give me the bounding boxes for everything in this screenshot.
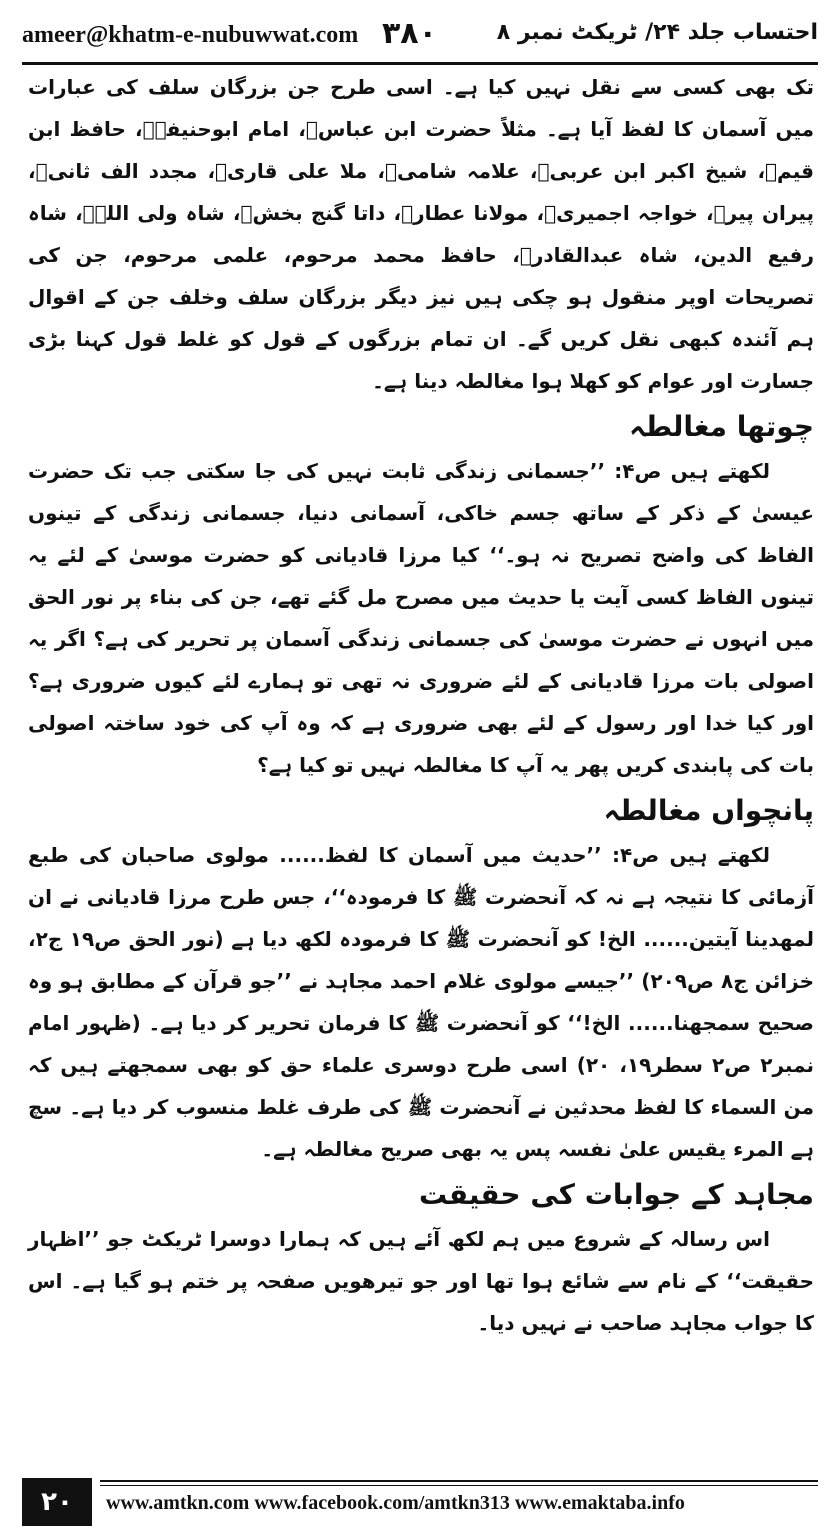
- section-heading-fourth-fallacy: چوتھا مغالطہ: [629, 410, 814, 443]
- header-title: احتساب جلد ۲۴/ ٹریکٹ نمبر ۸: [496, 20, 818, 45]
- fourth-fallacy-paragraph: لکھتے ہیں ص۴: ’’جسمانی زندگی ثابت نہیں کی جا سکتی جب تک حضرت عیسیٰ کے ذکر کے ساتھ جسم خاکی، آسمانی دنیا، جسمانی زندگی کے تینوں الفاظ کی واضح تصریح نہ ہو۔‘‘ کیا مرزا قادیانی کو حضرت موسیٰ کے لئے یہ تینوں الفاظ کسی آیت یا حدیث میں مصرح مل گئے تھے، جن کی بناء پر نور الحق میں انہوں نے حضرت موسیٰ کی جسمانی زندگی آسمان پر تحریر کی ہے؟ اگر یہ اصولی بات مرزا قادیانی کے لئے ضروری نہ تھی تو ہمارے لئے کیوں ضروری ہے؟ اور کیا خدا اور رسول کے لئے بھی ضروری ہے کہ وہ آپ کی خود ساختہ اصولی بات کی پابندی کریں پھر یہ آپ کا مغالطہ نہیں تو کیا ہے؟: [28, 459, 814, 777]
- footer-divider: [100, 1480, 818, 1482]
- page-header: [22, 16, 818, 62]
- header-email: ameer@khatm-e-nubuwwat.com: [22, 22, 359, 48]
- intro-paragraph: تک بھی کسی سے نقل نہیں کیا ہے۔ اسی طرح جن بزرگان سلف کی عبارات میں آسمان کا لفظ آیا ہے۔ مثلاً حضرت ابن عباسؓ، امام ابوحنیفہؒ، حافظ ابن قیمؒ، شیخ اکبر ابن عربیؒ، علامہ شامیؒ، ملا علی قاریؒ، مجدد الف ثانیؒ، پیران پیرؒ، خواجہ اجمیریؒ، مولانا عطارؒ، داتا گنج بخشؒ، شاہ ولی اللہؒ، شاہ رفیع الدین، شاہ عبدالقادرؒ، حافظ محمد مرحوم، علمی مرحوم، جن کی تصریحات اوپر منقول ہو چکی ہیں نیز دیگر بزرگان سلف وخلف جن کے اقوال ہم آئندہ کبھی نقل کریں گے۔ ان تمام بزرگوں کے قول کو غلط قول کہنا بڑی جسارت اور عوام کو کھلا ہوا مغالطہ دینا ہے۔: [28, 75, 814, 393]
- footer-page-number: ۲۰: [22, 1478, 92, 1526]
- header-page-number: ۳۸۰: [382, 16, 437, 51]
- footer-divider-thin: [100, 1485, 818, 1486]
- section-heading-mujahid-answers: مجاہد کے جوابات کی حقیقت: [419, 1178, 814, 1211]
- footer-links: www.amtkn.com www.facebook.com/amtkn313 www.emaktaba.info: [106, 1492, 685, 1514]
- page-body: [28, 66, 814, 1344]
- mujahid-answers-paragraph: اس رسالہ کے شروع میں ہم لکھ آئے ہیں کہ ہمارا دوسرا ٹریکٹ جو ’’اظہار حقیقت‘‘ کے نام سے شائع ہوا تھا اور جو تیرھویں صفحہ پر ختم ہو گیا ہے۔ اس کا جواب مجاہد صاحب نے نہیں دیا۔: [28, 1227, 814, 1335]
- header-divider: [22, 62, 818, 65]
- page-footer: [22, 1478, 818, 1526]
- fifth-fallacy-paragraph: لکھتے ہیں ص۴: ’’حدیث میں آسمان کا لفظ...... مولوی صاحبان کی طبع آزمائی کا نتیجہ ہے نہ کہ آنحضرت ﷺ کا فرمودہ‘‘، جس طرح مرزا قادیانی نے ان لمھدینا آیتین...... الخ! کو آنحضرت ﷺ کا فرمودہ لکھ دیا ہے (نور الحق ص۱۹ ج۲، خزائن ج۸ ص۲۰۹) ’’جیسے مولوی غلام احمد مجاہد نے ’’جو قرآن کے مطابق ہو وہ صحیح سمجھنا...... الخ!‘‘ کو آنحضرت ﷺ کا فرمان تحریر کر دیا ہے۔ (ظہور امام نمبر۲ ص۲ سطر۱۹، ۲۰) اسی طرح دوسری علماء حق کو بھی سمجھتے ہیں کہ من السماء کا لفظ محدثین نے آنحضرت ﷺ کی طرف غلط منسوب کر دیا ہے۔ سچ ہے المرء یقیس علیٰ نفسہ پس یہ بھی صریح مغالطہ ہے۔: [28, 843, 814, 1161]
- section-heading-fifth-fallacy: پانچواں مغالطہ: [603, 794, 814, 827]
